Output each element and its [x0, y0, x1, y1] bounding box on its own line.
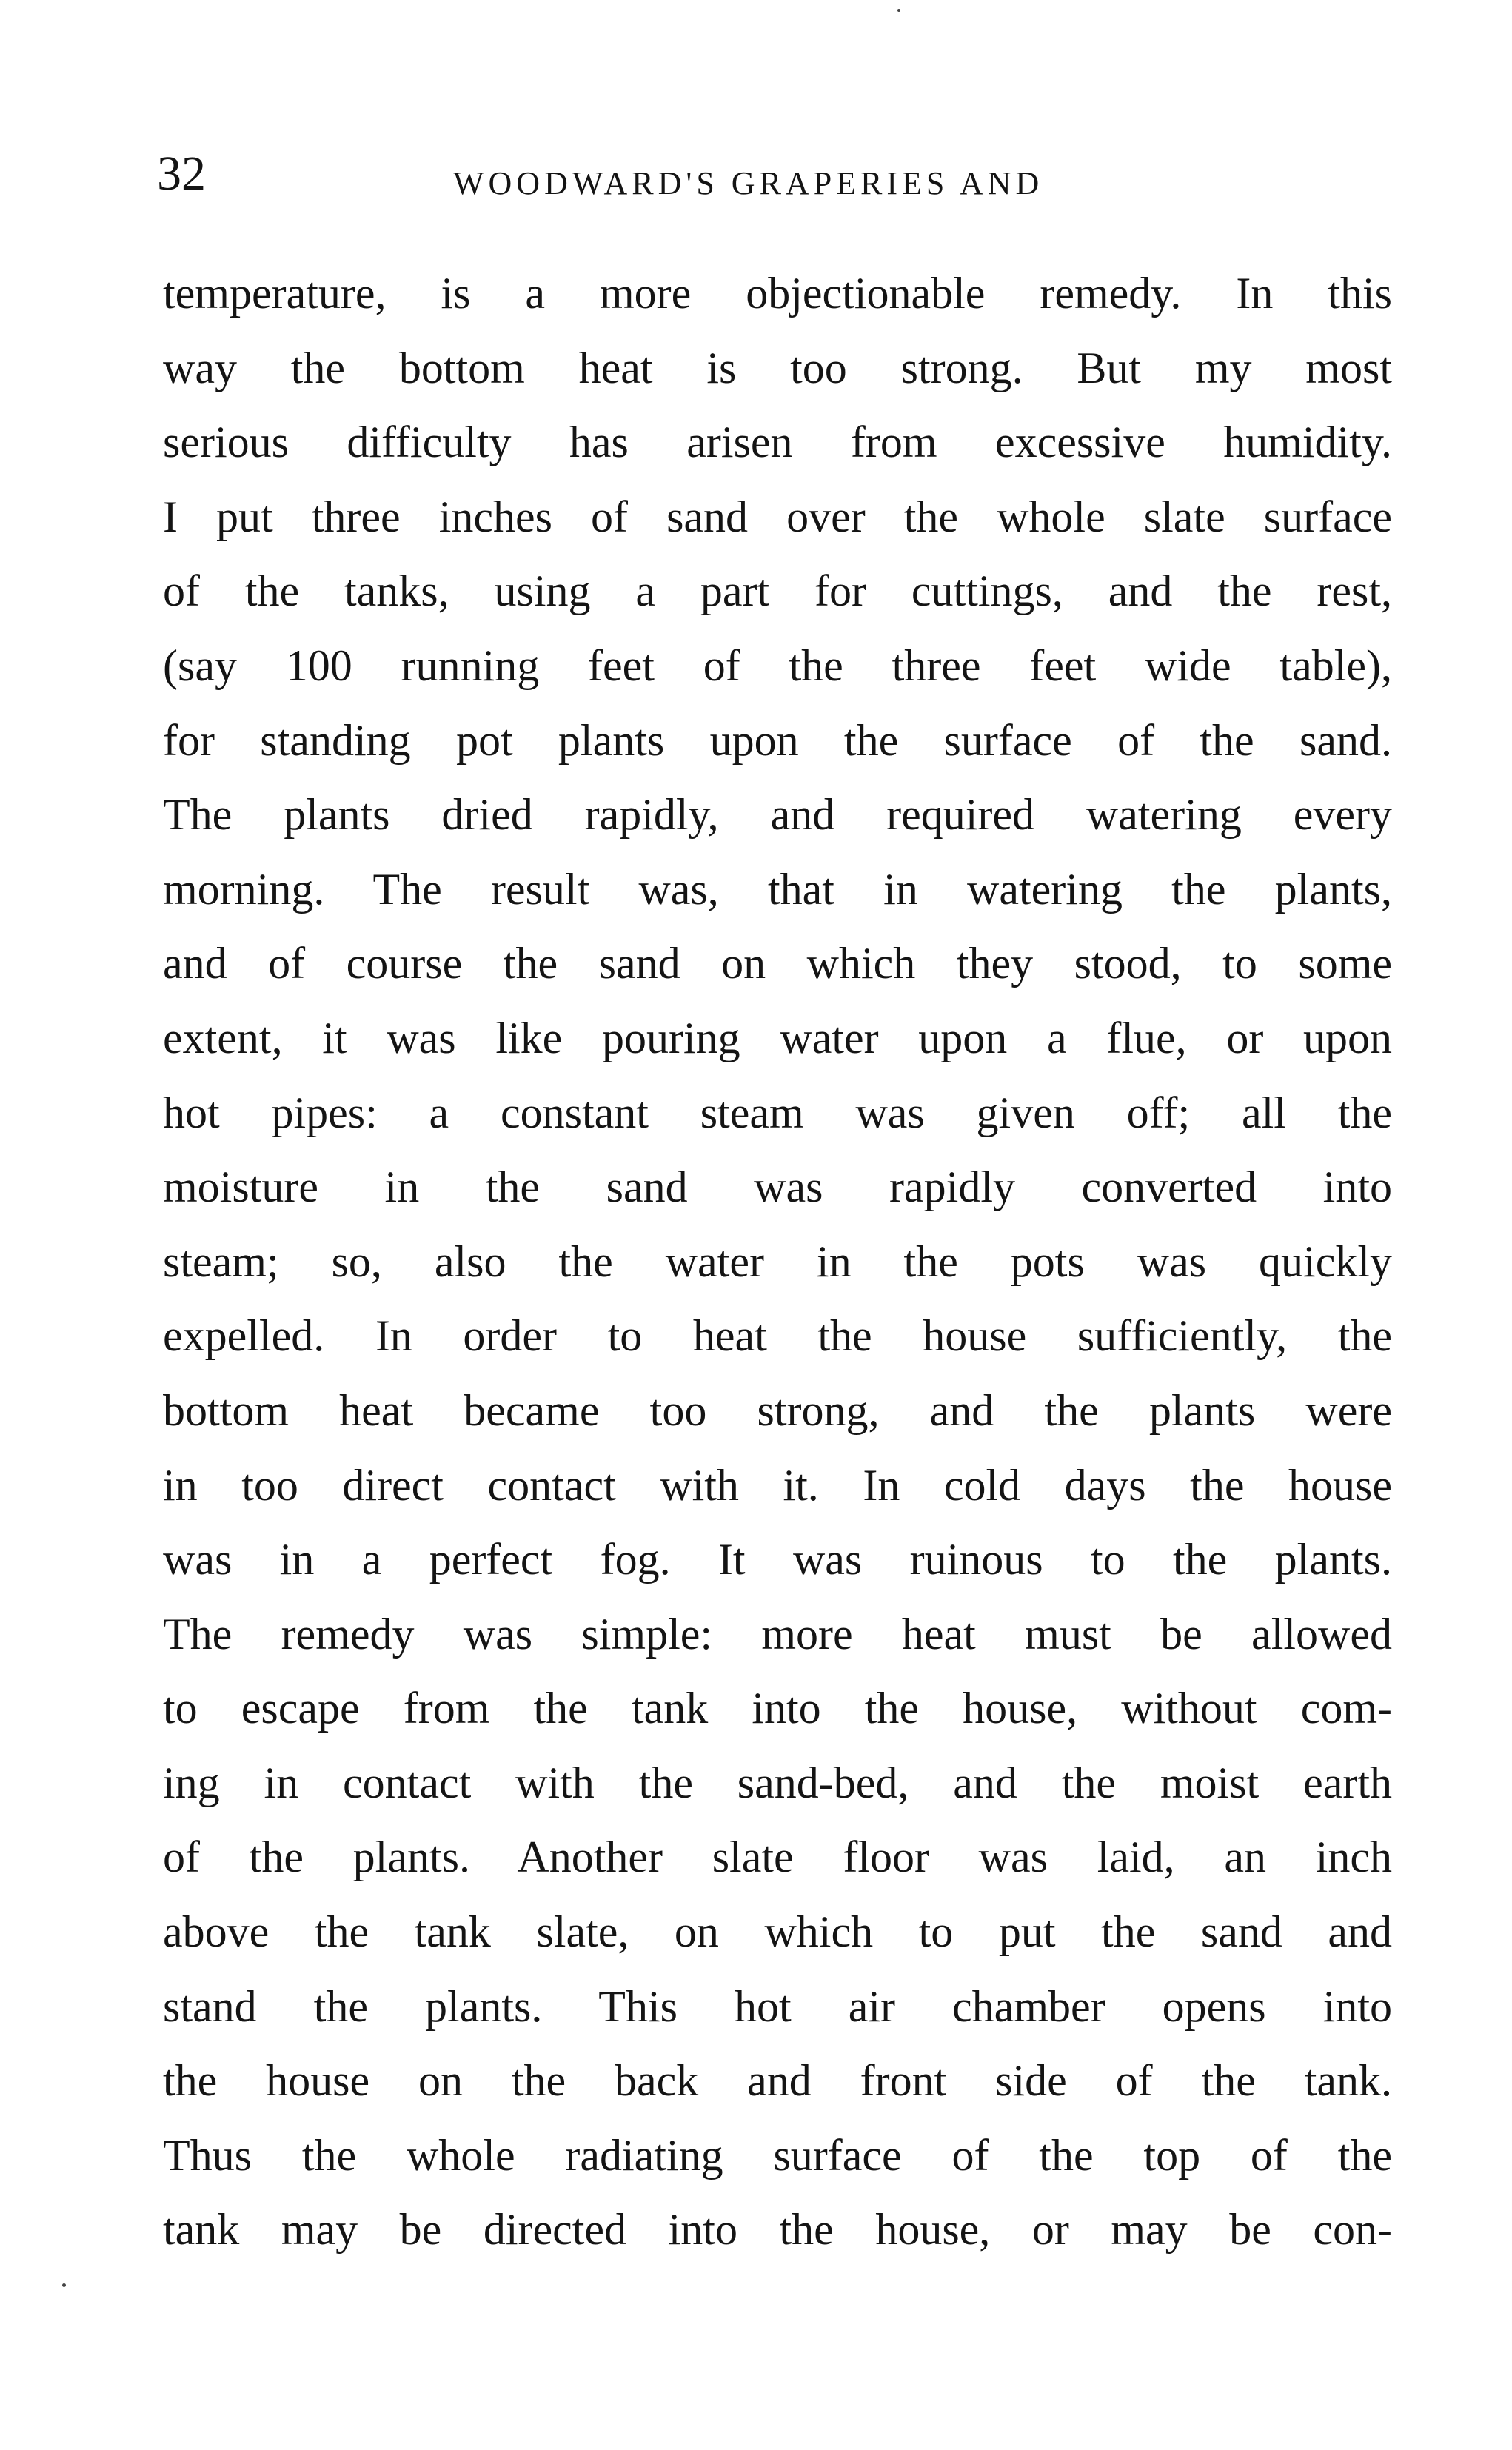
- text-line: bottom heat became too strong, and the plants were: [163, 1385, 1392, 1435]
- text-line: Thus the whole radiating surface of the top of the: [163, 2130, 1392, 2180]
- text-line: of the tanks, using a part for cuttings, and the rest,: [163, 566, 1392, 616]
- text-line: above the tank slate, on which to put the sand and: [163, 1907, 1392, 1957]
- text-line: morning. The result was, that in watering the plants,: [163, 864, 1392, 914]
- text-line: the house on the back and front side of the tank.: [163, 2056, 1392, 2106]
- page-number: 32: [157, 147, 206, 201]
- text-line: extent, it was like pouring water upon a flue, or upon: [163, 1013, 1392, 1062]
- scan-speck: [62, 2283, 66, 2287]
- text-line: The plants dried rapidly, and required watering every: [163, 790, 1392, 840]
- text-line: and of course the sand on which they stood, to some: [163, 939, 1392, 988]
- text-line: (say 100 running feet of the three feet wide table),: [163, 640, 1392, 690]
- text-line: I put three inches of sand over the whole slate surface: [163, 492, 1392, 541]
- text-line: serious difficulty has arisen from excessive humidity.: [163, 418, 1392, 467]
- text-line: to escape from the tank into the house, without com-: [163, 1684, 1392, 1733]
- text-line: was in a perfect fog. It was ruinous to the plants.: [163, 1535, 1392, 1584]
- body-text: [163, 256, 1392, 2267]
- text-line: hot pipes: a constant steam was given off; all the: [163, 1088, 1392, 1137]
- text-line: of the plants. Another slate floor was laid, an inch: [163, 1833, 1392, 1882]
- text-line: tank may be directed into the house, or may be con-: [163, 2205, 1392, 2255]
- text-line: expelled. In order to heat the house sufficiently, the: [163, 1311, 1392, 1361]
- text-line: steam; so, also the water in the pots was quickly: [163, 1236, 1392, 1286]
- text-line: way the bottom heat is too strong. But my most: [163, 343, 1392, 392]
- scan-speck: [897, 9, 900, 12]
- text-line: for standing pot plants upon the surface of the sand.: [163, 715, 1392, 765]
- text-line: The remedy was simple: more heat must be allowed: [163, 1609, 1392, 1659]
- text-line: moisture in the sand was rapidly converted into: [163, 1162, 1392, 1212]
- text-line: stand the plants. This hot air chamber opens into: [163, 1981, 1392, 2031]
- text-line: ing in contact with the sand-bed, and the moist earth: [163, 1758, 1392, 1807]
- text-line: in too direct contact with it. In cold days the house: [163, 1460, 1392, 1510]
- text-line: temperature, is a more objectionable remedy. In this: [163, 269, 1392, 318]
- running-head: WOODWARD'S GRAPERIES AND: [453, 165, 1044, 201]
